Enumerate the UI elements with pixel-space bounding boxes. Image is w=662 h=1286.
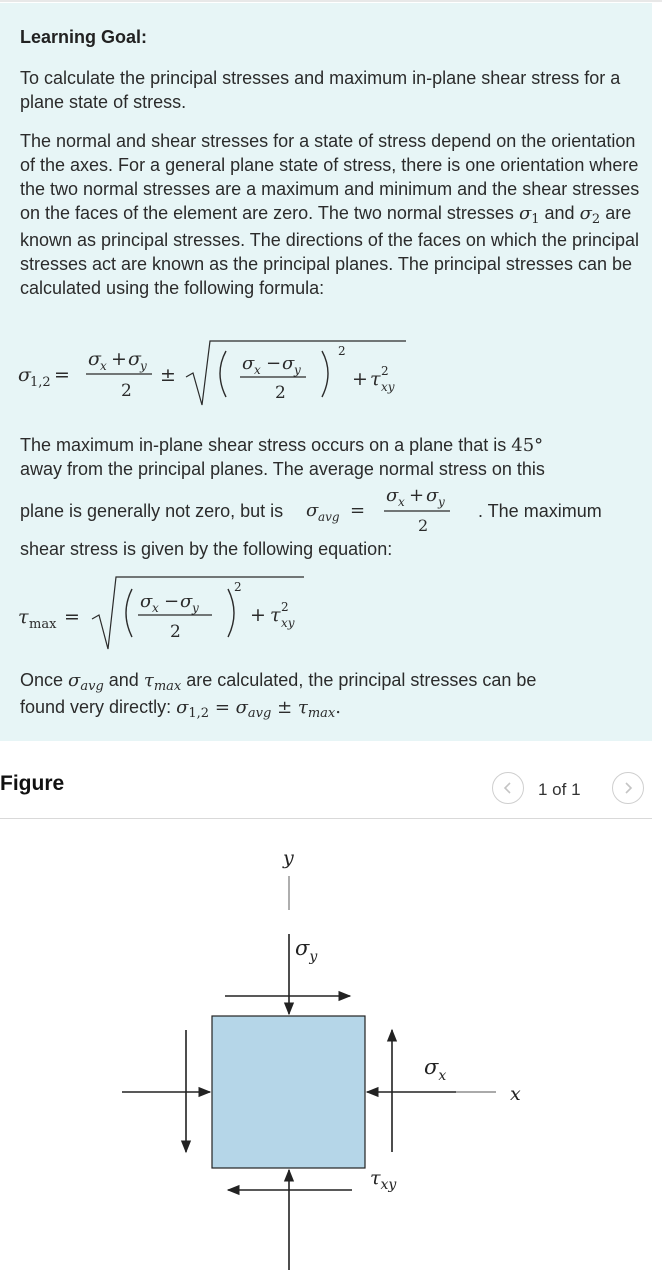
top-divider [0,0,662,2]
x-axis-label: x [510,1083,521,1105]
para3-line1 [20,433,620,457]
learning-goal-title: Learning Goal: [20,27,148,47]
svg-text:2: 2 [418,516,429,535]
para4-text-b: are calculated, the principal stresses can be [186,670,537,690]
svg-text:σ: σ [140,591,153,612]
para3-text-b: away from the principal planes. The average normal stress on this [20,459,545,479]
svg-text:max: max [29,617,57,632]
svg-text:x: x [398,495,405,509]
sigma-x-label: $\sigma_x$ [424,1055,447,1084]
svg-text:−: − [266,353,282,374]
svg-text:y: y [438,495,445,509]
para3-line3 [20,481,620,537]
svg-text:y: y [192,601,199,615]
svg-text:2: 2 [170,622,181,642]
svg-text:σ: σ [282,353,295,374]
next-figure-button[interactable] [612,772,644,804]
svg-text:2: 2 [338,344,346,358]
para2-text-a: The normal and shear stresses for a state of stress depend on the orientation of the axes. For a general plane state of stress, there is one orientation where the two normal stresses are a maximum and minimum and the shear stresses on the faces of the element are zero. The two normal stresses [20,131,640,223]
svg-text:σ: σ [128,348,141,370]
svg-text:2: 2 [234,580,242,594]
para2-text-b: are known as principal stresses. The directions of the faces on which the principal stresses act are known as the principal planes. The principal stresses can be calculated using the following formula: [20,203,639,298]
svg-text:−: − [164,591,180,612]
svg-text:σ: σ [18,364,31,386]
principal-stress-paragraph [20,129,640,300]
svg-text:σ: σ [242,353,255,374]
svg-text:=: = [64,606,80,628]
svg-text:τ: τ [270,604,281,626]
sigma-1-symbol: $\sigma_1$ [518,203,540,227]
svg-text:±: ± [160,364,176,386]
svg-text:σ: σ [386,485,399,506]
para3-text-d: . The maximum [478,501,602,521]
figure-divider [0,818,652,819]
figure-page-indicator: 1 of 1 [538,780,581,799]
svg-text:y: y [294,363,301,377]
sigma-avg-equation [306,481,486,537]
max-shear-equation [0,571,330,655]
svg-text:2: 2 [121,381,132,401]
y-axis-label: y [283,847,294,869]
svg-text:τ: τ [370,368,381,390]
principal-stress-equation [0,333,440,419]
learning-goal-intro: To calculate the principal stresses and maximum in-plane shear stress for a plane state of stress. [20,68,621,112]
figure-title: Figure [0,772,65,795]
figure-pager [492,772,652,806]
svg-text:2: 2 [275,383,286,403]
svg-text:=: = [350,500,366,521]
svg-text:y: y [140,359,147,373]
chevron-right-icon [622,782,634,794]
tau-max-symbol: $\tau_{max}$ [143,670,182,694]
svg-text:+: + [352,368,368,390]
para4-text-a: Once [20,670,64,690]
para3-text-a: The maximum in-plane shear stress occurs on a plane that is [20,435,507,455]
para2-and: and [544,203,575,223]
svg-text:σ: σ [180,591,193,612]
previous-figure-button[interactable] [492,772,524,804]
stress-element-figure [0,830,652,1280]
svg-text:x: x [100,359,107,373]
svg-text:xy: xy [381,380,395,394]
svg-text:τ: τ [18,606,29,628]
svg-text:σ: σ [88,348,101,370]
svg-text:avg: avg [318,510,340,524]
sigma-y-label: $\sigma_y$ [295,936,318,965]
svg-text:x: x [152,601,159,615]
learning-goal-panel [0,3,652,741]
tau-xy-label: $\tau_{xy}$ [370,1167,397,1193]
svg-text:σ: σ [306,500,319,521]
svg-text:σ: σ [426,485,439,506]
stress-element [212,1016,365,1168]
para4-and: and [108,670,139,690]
svg-text:xy: xy [281,616,295,630]
shear-stress-paragraph [20,433,620,561]
svg-text:2: 2 [381,364,389,378]
sigma-2-symbol: $\sigma_2$ [579,203,601,227]
svg-text:2: 2 [281,600,289,614]
angle-value: 45° [511,435,544,456]
para3-text-e: shear stress is given by the following equation: [20,539,393,559]
svg-text:x: x [254,363,261,377]
closing-paragraph [20,668,640,722]
principal-result-expression: $\sigma_{1,2} = \sigma_{avg} \pm \tau_{max}$. [176,697,342,721]
svg-text:+: + [111,348,127,370]
chevron-left-icon [502,782,514,794]
svg-text:=: = [54,364,70,386]
svg-text:+: + [409,485,425,506]
svg-text:+: + [250,604,266,626]
svg-text:1,2: 1,2 [30,375,51,390]
para3-text-c: plane is generally not zero, but is [20,501,284,521]
para4-text-c: found very directly: [20,697,172,717]
sigma-avg-symbol: $\sigma_{avg}$ [68,670,104,694]
